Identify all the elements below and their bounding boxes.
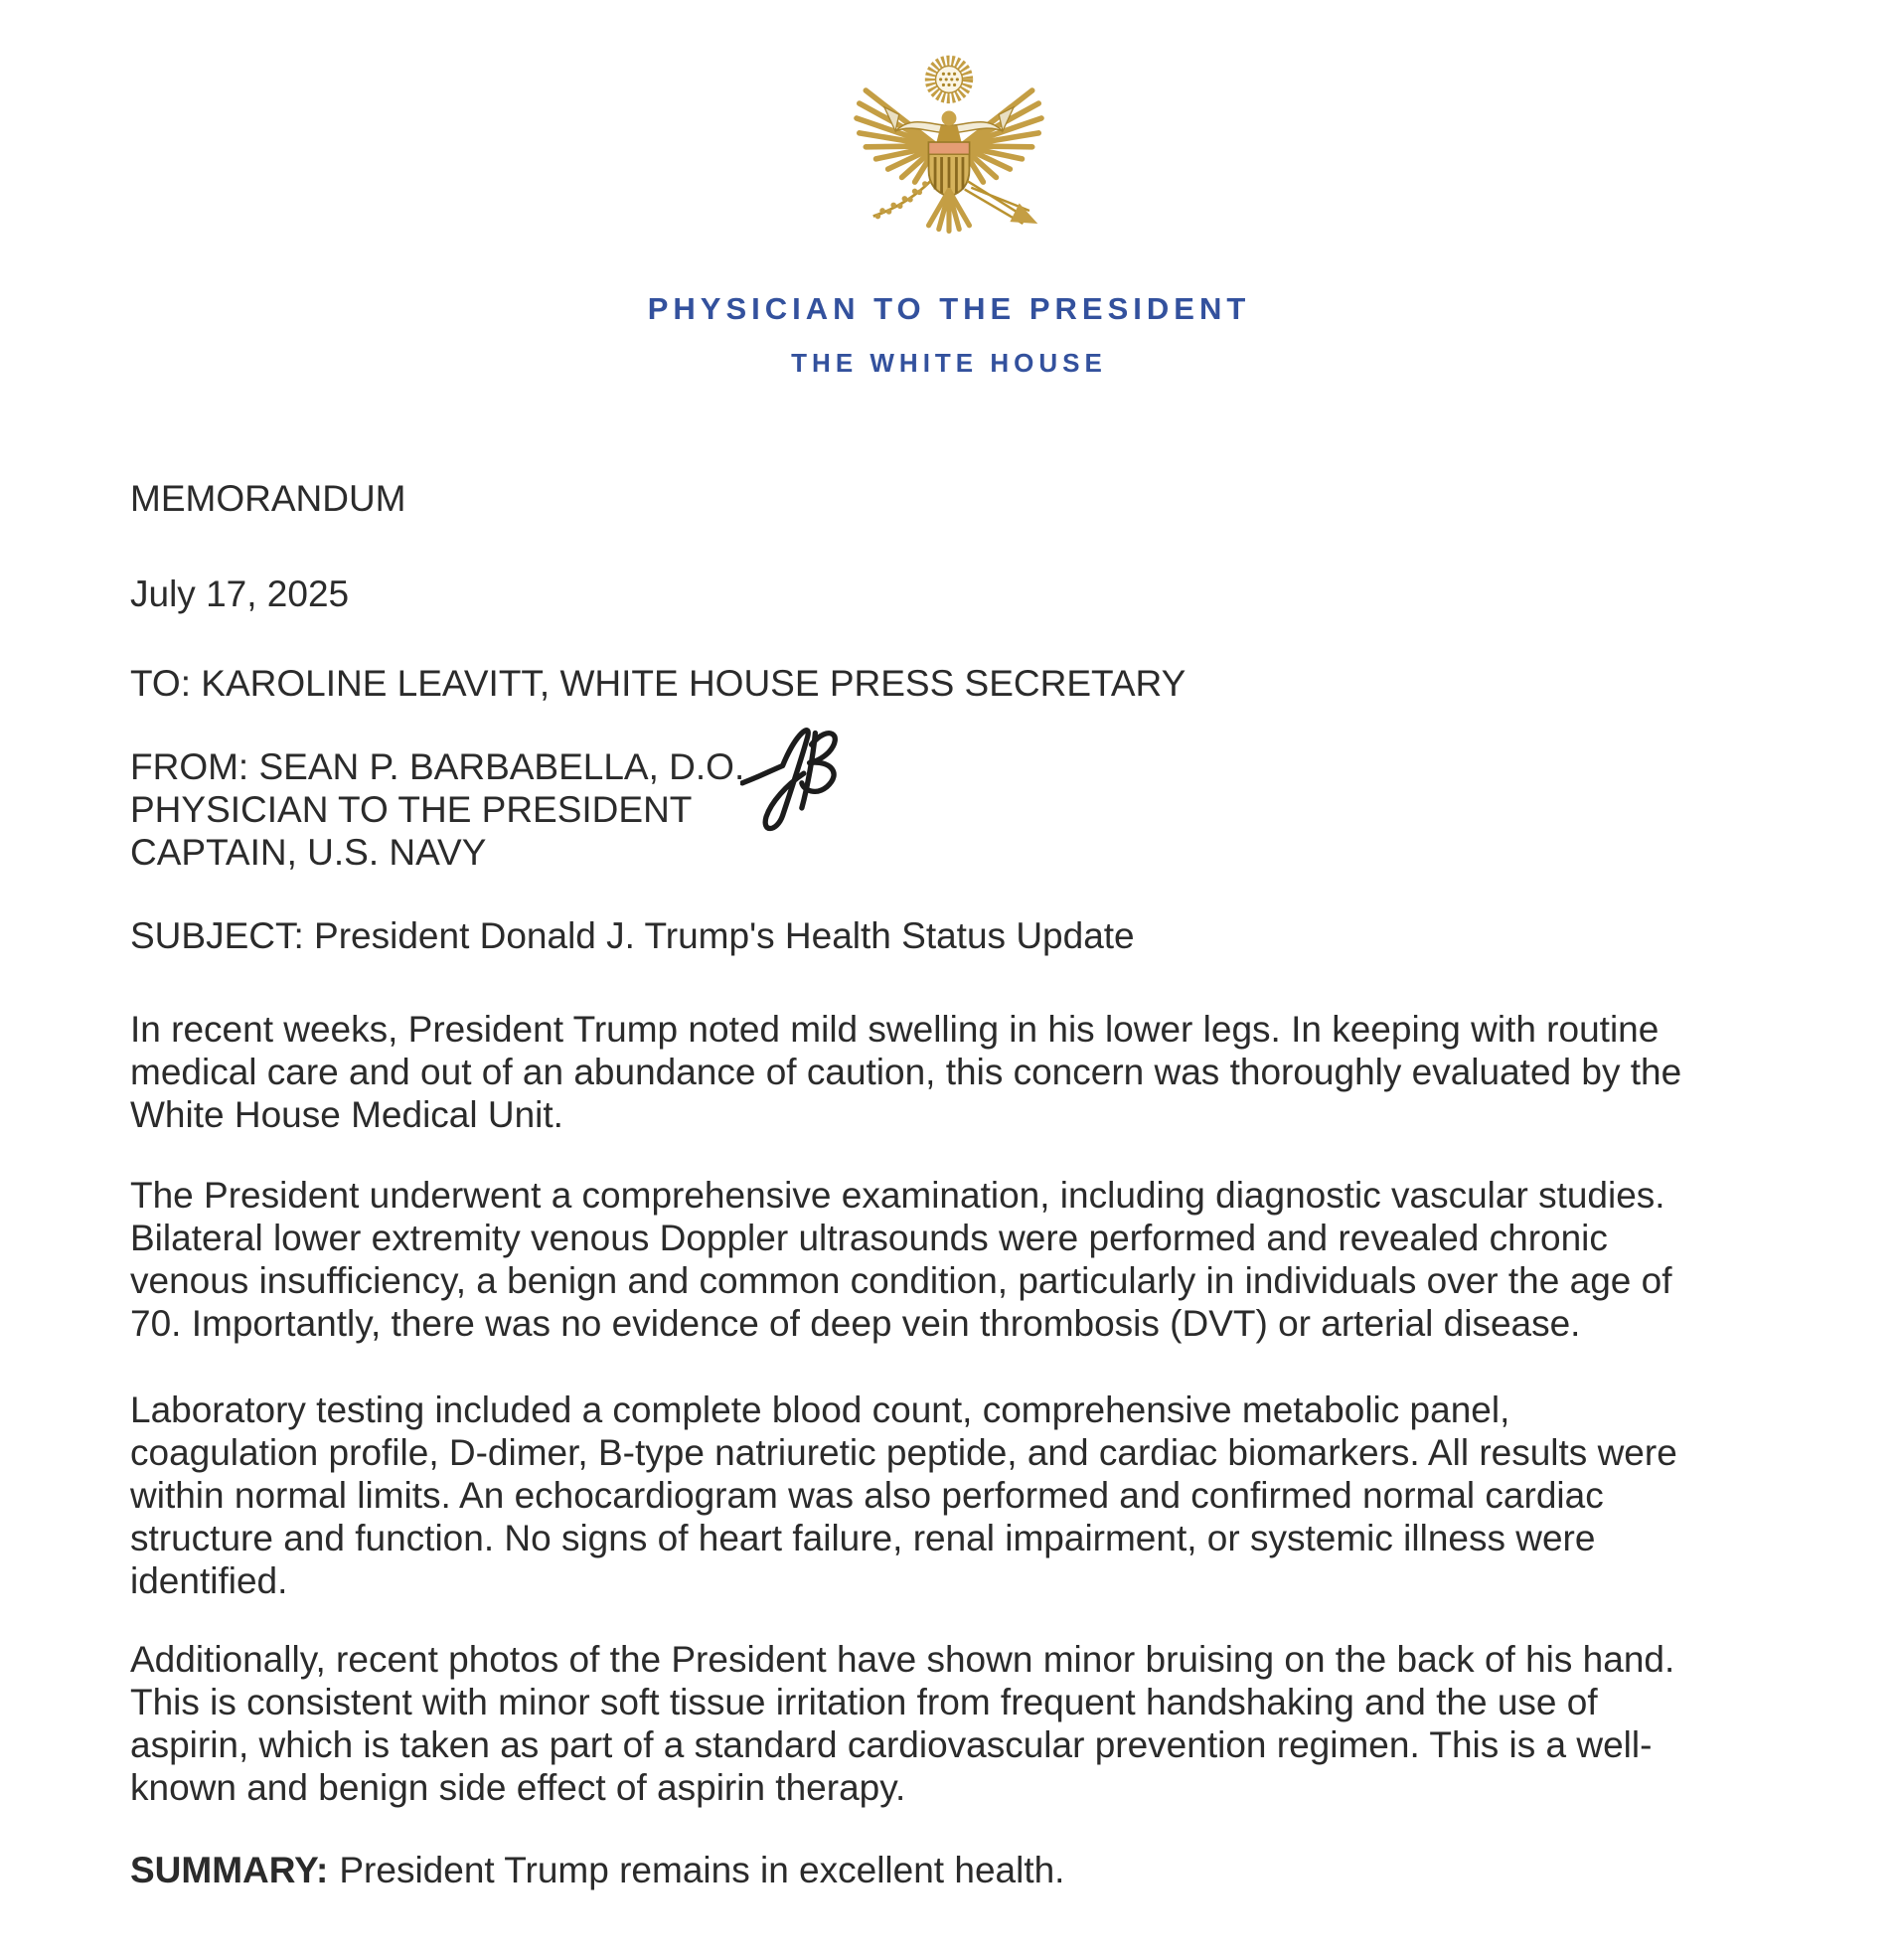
- memo-from-rank: CAPTAIN, U.S. NAVY: [130, 832, 487, 873]
- memo-from-line: [130, 745, 744, 788]
- body-line: known and benign side effect of aspirin therapy.: [130, 1767, 906, 1808]
- memo-to-line: TO: KAROLINE LEAVITT, WHITE HOUSE PRESS SECRETARY: [130, 663, 1186, 704]
- gold-eagle-seal-icon: [848, 52, 1051, 237]
- memorandum-label: MEMORANDUM: [130, 478, 406, 519]
- memo-subject-line: SUBJECT: President Donald J. Trump's Health Status Update: [130, 915, 1135, 956]
- body-line: coagulation profile, D-dimer, B-type natriuretic peptide, and cardiac biomarkers. All results were: [130, 1432, 1677, 1473]
- body-line: This is consistent with minor soft tissue irritation from frequent handshaking and the use of: [130, 1682, 1598, 1722]
- body-line: within normal limits. An echocardiogram was also performed and confirmed normal cardiac: [130, 1475, 1604, 1516]
- body-line: venous insufficiency, a benign and common condition, particularly in individuals over the age of: [130, 1260, 1672, 1301]
- body-line: aspirin, which is taken as part of a standard cardiovascular prevention regimen. This is a well-: [130, 1724, 1653, 1765]
- presidential-seal: [848, 52, 1051, 237]
- memo-from-title: PHYSICIAN TO THE PRESIDENT: [130, 789, 693, 830]
- letterhead-title: PHYSICIAN TO THE PRESIDENT: [647, 291, 1251, 326]
- summary-line: [130, 1849, 1064, 1891]
- body-line: 70. Importantly, there was no evidence of deep vein thrombosis (DVT) or arterial disease.: [130, 1303, 1581, 1344]
- tail-feathers: [929, 191, 970, 232]
- paragraph-4: [130, 1638, 1674, 1809]
- memo-date: July 17, 2025: [130, 573, 350, 614]
- paragraph-3: [130, 1388, 1677, 1602]
- body-line: identified.: [130, 1560, 288, 1601]
- arrows: [965, 181, 1037, 224]
- body-line: Bilateral lower extremity venous Doppler ultrasounds were performed and revealed chronic: [130, 1218, 1608, 1258]
- memo-from-block: [130, 745, 744, 874]
- body-line: In recent weeks, President Trump noted mild swelling in his lower legs. In keeping with routine: [130, 1009, 1660, 1050]
- body-line: Additionally, recent photos of the President have shown minor bruising on the back of his hand.: [130, 1639, 1675, 1680]
- body-line: White House Medical Unit.: [130, 1094, 563, 1135]
- letterhead-subtitle: THE WHITE HOUSE: [791, 348, 1107, 378]
- body-line: medical care and out of an abundance of caution, this concern was thoroughly evaluated by the: [130, 1052, 1682, 1092]
- from-line-text: FROM: SEAN P. BARBABELLA, D.O.: [130, 746, 745, 787]
- summary-text: President Trump remains in excellent health.: [339, 1850, 1065, 1890]
- paragraph-2: [130, 1174, 1672, 1345]
- body-line: The President underwent a comprehensive examination, including diagnostic vascular studies.: [130, 1175, 1665, 1216]
- body-line: Laboratory testing included a complete blood count, comprehensive metabolic panel,: [130, 1389, 1510, 1430]
- rosette: [930, 61, 967, 97]
- body-line: structure and function. No signs of heart failure, renal impairment, or systemic illness were: [130, 1518, 1596, 1558]
- olive-branch: [873, 181, 931, 219]
- paragraph-1: [130, 1008, 1681, 1136]
- signature-initials-icon: [740, 716, 856, 841]
- summary-label: SUMMARY:: [130, 1850, 329, 1890]
